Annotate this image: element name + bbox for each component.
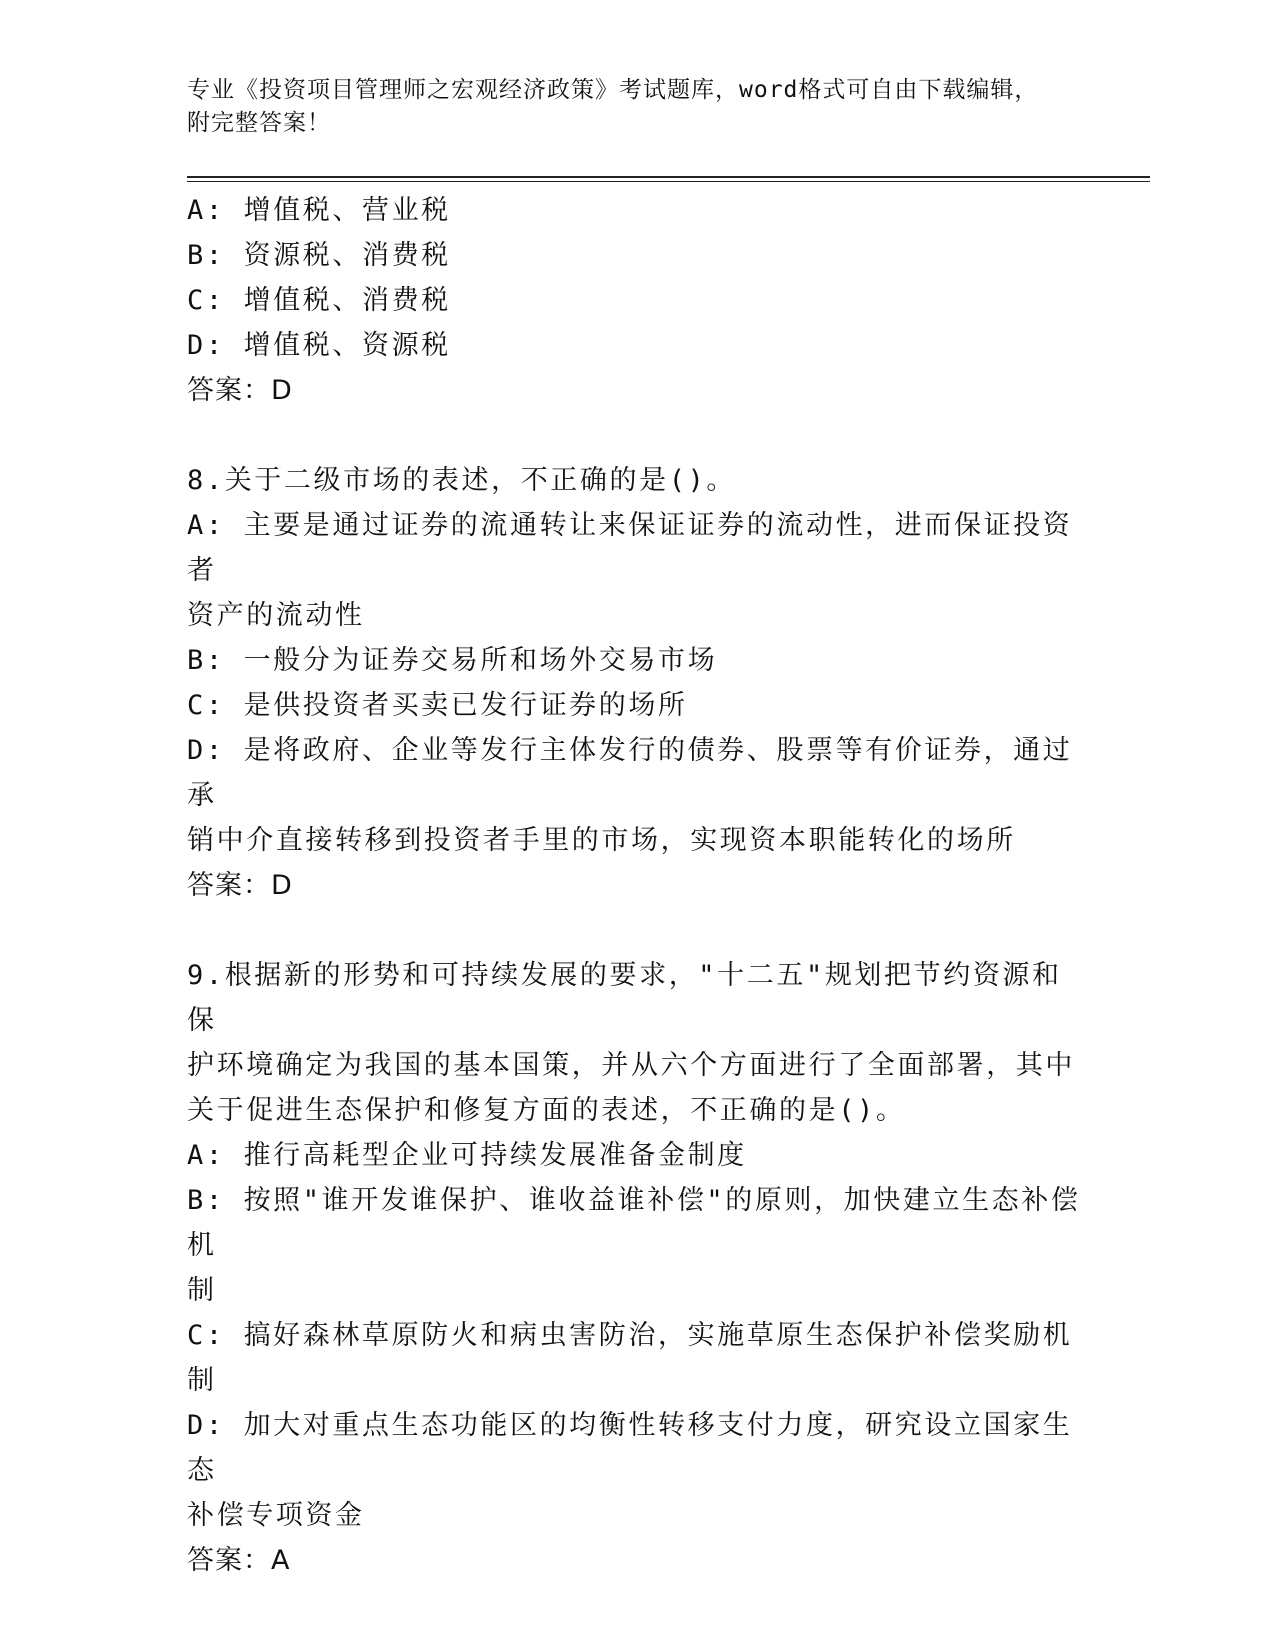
q9-stem-line-1: 9.根据新的形势和可持续发展的要求，"十二五"规划把节约资源和保	[187, 960, 1062, 1036]
q9-option-a: A: 推行高耗型企业可持续发展准备金制度	[187, 1140, 747, 1171]
header-note	[187, 74, 1087, 140]
q9-stem-line-2: 护环境确定为我国的基本国策，并从六个方面进行了全面部署，其中	[187, 1050, 1075, 1081]
q9-option-b-line-1: B: 按照"谁开发谁保护、谁收益谁补偿"的原则，加快建立生态补偿机	[187, 1185, 1081, 1261]
question-8-block	[187, 458, 1087, 908]
q7-option-c: C: 增值税、消费税	[187, 285, 451, 316]
exam-content	[187, 188, 1087, 1583]
header-note-line-2: 附完整答案！	[187, 110, 331, 136]
q9-option-b-line-2: 制	[187, 1275, 217, 1306]
header-note-line-1: 专业《投资项目管理师之宏观经济政策》考试题库，word格式可自由下载编辑，	[187, 77, 1039, 103]
question-9-block	[187, 953, 1087, 1583]
q8-option-b: B: 一般分为证券交易所和场外交易市场	[187, 645, 718, 676]
q9-stem-line-3: 关于促进生态保护和修复方面的表述，不正确的是()。	[187, 1095, 906, 1126]
header-rule-thin	[187, 181, 1150, 182]
q9-option-d-line-2: 补偿专项资金	[187, 1500, 365, 1531]
q9-answer: 答案：A	[187, 1545, 291, 1576]
q7-option-a: A: 增值税、营业税	[187, 195, 451, 226]
q8-option-d-line-2: 销中介直接转移到投资者手里的市场，实现资本职能转化的场所	[187, 825, 1016, 856]
q9-option-d-line-1: D: 加大对重点生态功能区的均衡性转移支付力度，研究设立国家生态	[187, 1410, 1073, 1486]
q8-stem: 8.关于二级市场的表述，不正确的是()。	[187, 465, 737, 496]
q8-answer: 答案：D	[187, 870, 293, 901]
question-7-block	[187, 188, 1087, 413]
q8-option-a-line-2: 资产的流动性	[187, 600, 365, 631]
header-rule-thick	[187, 176, 1150, 178]
q7-option-d: D: 增值税、资源税	[187, 330, 451, 361]
q8-option-c: C: 是供投资者买卖已发行证券的场所	[187, 690, 688, 721]
q7-answer: 答案：D	[187, 375, 293, 406]
q7-option-b: B: 资源税、消费税	[187, 240, 451, 271]
q8-option-d-line-1: D: 是将政府、企业等发行主体发行的债券、股票等有价证券，通过承	[187, 735, 1073, 811]
q9-option-c: C: 搞好森林草原防火和病虫害防治，实施草原生态保护补偿奖励机制	[187, 1320, 1073, 1396]
q8-option-a-line-1: A: 主要是通过证券的流通转让来保证证券的流动性，进而保证投资者	[187, 510, 1073, 586]
